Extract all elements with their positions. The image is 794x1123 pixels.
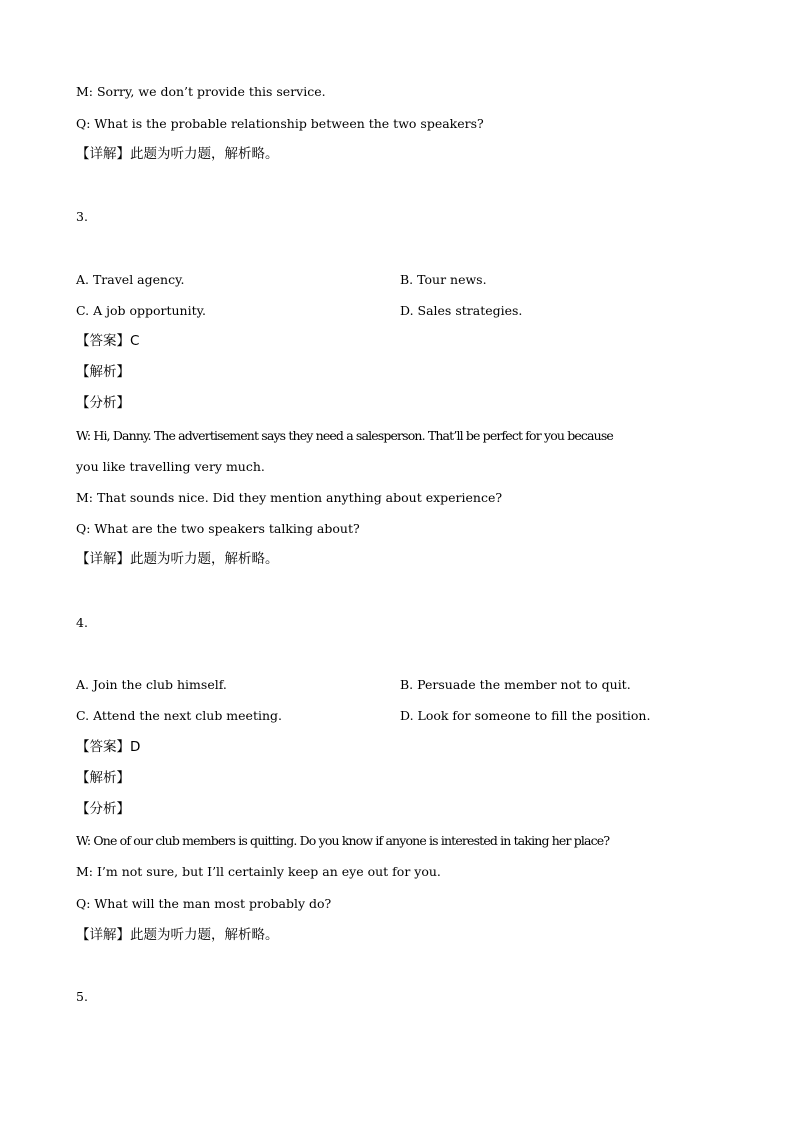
- option-a: A. Join the club himself.: [76, 677, 227, 692]
- dialogue-woman-line-continued: you like travelling very much.: [76, 459, 265, 474]
- answer-line: 【答案】C: [76, 333, 140, 349]
- dialogue-man-line: M: That sounds nice. Did they mention anything about experience?: [76, 490, 503, 505]
- option-b: B. Persuade the member not to quit.: [400, 677, 631, 692]
- option-b: B. Tour news.: [400, 272, 487, 287]
- detail-line: 【详解】此题为听力题，解析略。: [76, 146, 279, 162]
- dialogue-man-line: M: Sorry, we don’t provide this service.: [76, 84, 326, 99]
- option-c: C. A job opportunity.: [76, 303, 206, 318]
- analysis-heading: 【解析】: [76, 364, 130, 380]
- detail-line: 【详解】此题为听力题，解析略。: [76, 551, 279, 567]
- detail-line: 【详解】此题为听力题，解析略。: [76, 927, 279, 943]
- dialogue-woman-line: W: Hi, Danny. The advertisement says they need a salesperson. That’ll be perfect for you because: [76, 428, 613, 443]
- answer-line: 【答案】D: [76, 739, 141, 755]
- analysis-heading: 【解析】: [76, 770, 130, 786]
- question-number: 4.: [76, 615, 88, 630]
- question-line: Q: What are the two speakers talking about?: [76, 521, 360, 536]
- question-number: 5.: [76, 989, 88, 1004]
- question-line: Q: What is the probable relationship between the two speakers?: [76, 116, 484, 131]
- option-d: D. Sales strategies.: [400, 303, 523, 318]
- option-c: C. Attend the next club meeting.: [76, 708, 282, 723]
- fenxi-heading: 【分析】: [76, 395, 130, 411]
- dialogue-woman-line: W: One of our club members is quitting. Do you know if anyone is interested in taking her place?: [76, 833, 610, 848]
- fenxi-heading: 【分析】: [76, 801, 130, 817]
- dialogue-man-line: M: I’m not sure, but I’ll certainly keep an eye out for you.: [76, 864, 441, 879]
- option-d: D. Look for someone to fill the position.: [400, 708, 651, 723]
- option-a: A. Travel agency.: [76, 272, 185, 287]
- question-number: 3.: [76, 209, 88, 224]
- question-line: Q: What will the man most probably do?: [76, 896, 332, 911]
